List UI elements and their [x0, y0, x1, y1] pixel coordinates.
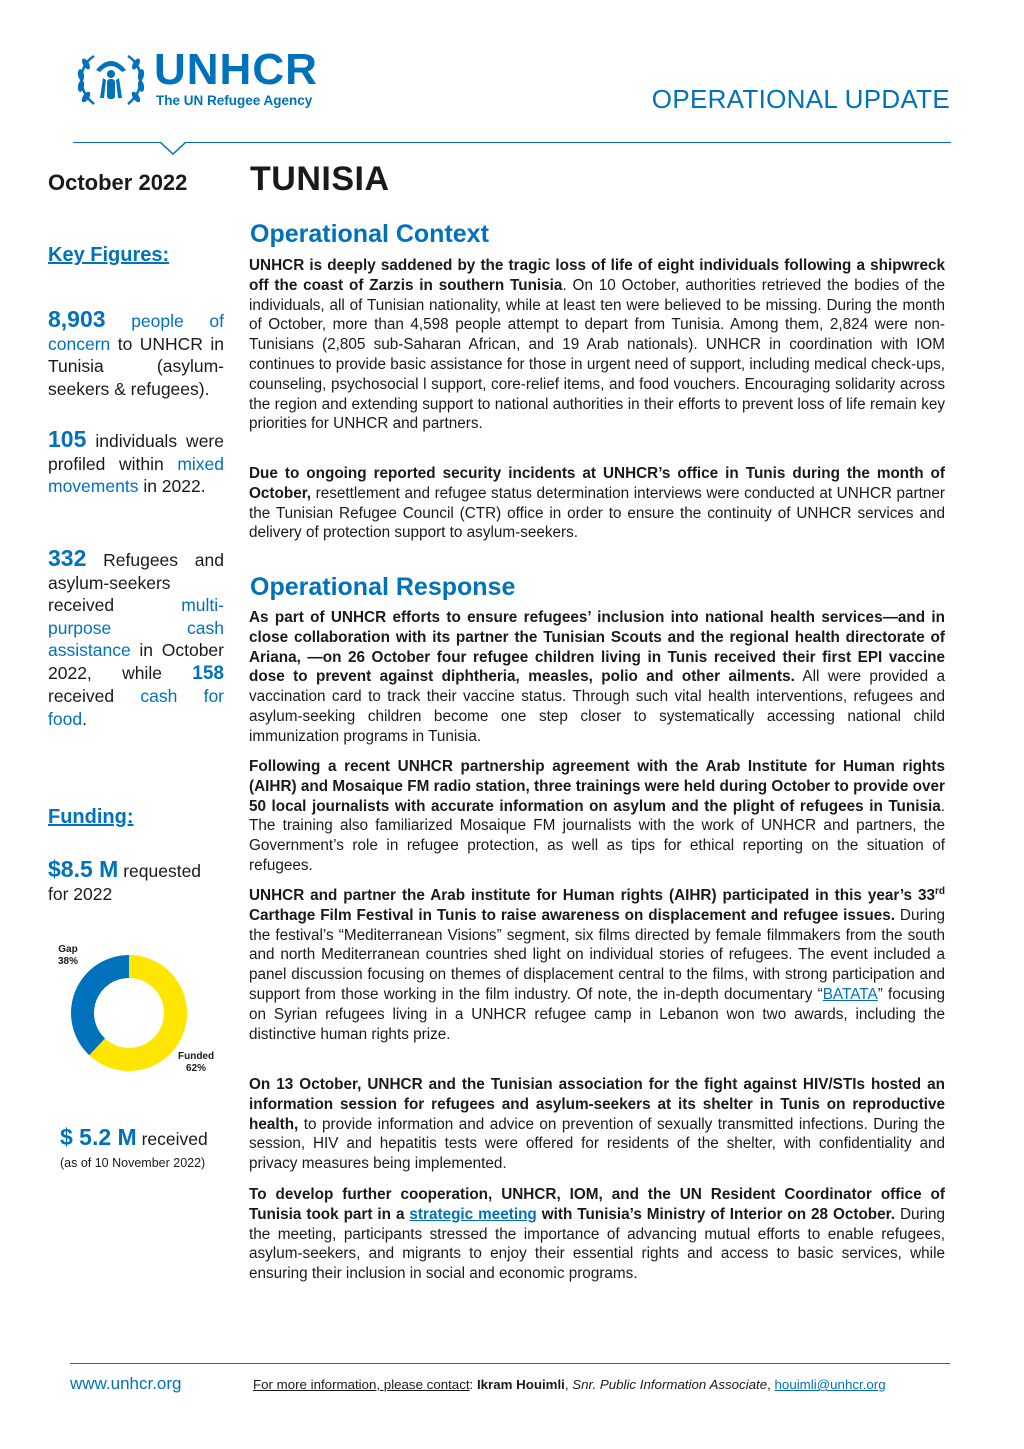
- response-p1-lead: As part of UNHCR efforts to ensure refugees’ inclusion into national health services—and in close collaboration with its partner the Tunisian Scouts and the regional health directorate of Ariana, —on 26 October four refugee children living in Tunis received their first EPI vaccine dose to prevent against diphtheria, measles, polio and other ailments.: [249, 609, 945, 686]
- kf2-label: mixed movements: [48, 453, 224, 496]
- context-paragraph-1: [249, 256, 945, 434]
- kf3-period: .: [82, 708, 87, 729]
- contact-title: Snr. Public Information Associate: [572, 1377, 768, 1392]
- response-p5-body: During the meeting, participants stressed the importance of advancing mutual efforts to enable refugees, asylum-seekers, and migrants to enjoy their essential rights and access to basic services, while ensuring their inclusion in social and economic programs.: [249, 1205, 946, 1283]
- response-p4-body: to provide information and advice on prevention of sexually transmitted infections. During the session, HIV and hepatitis tests were offered for residents of the shelter, with confidentiality and privacy measures being implemented.: [249, 1115, 945, 1173]
- context-p2-body: resettlement and refugee status determination interviews were conducted at UNHCR partner the Tunisian Refugee Council (CTR) office in order to ensure the continuity of UNHCR services and delivery of protection support to asylum-seekers.: [249, 484, 945, 542]
- unhcr-logo: [72, 45, 342, 110]
- key-figure-profiled: [48, 428, 224, 498]
- received-label: received: [141, 1129, 208, 1149]
- kf2-text: individuals were profiled within: [48, 431, 224, 474]
- funded-label-name: Funded: [178, 1051, 215, 1062]
- response-paragraph-5: [249, 1185, 945, 1284]
- contact-name: Ikram Houimli: [476, 1377, 565, 1392]
- kf1-label: people of concern: [48, 311, 224, 354]
- funding-received: [60, 1124, 208, 1151]
- footer-divider: [70, 1363, 950, 1364]
- response-paragraph-2: [249, 757, 945, 876]
- report-month: October 2022: [48, 170, 188, 195]
- key-figure-cash-assistance: [48, 547, 224, 730]
- gap-label-value: 38%: [58, 956, 79, 967]
- response-p4-lead: On 13 October, UNHCR and the Tunisian association for the fight against HIV/STIs hosted an information session for refugees and asylum-seekers at its shelter in Tunis on reproductive health,: [249, 1076, 945, 1133]
- funding-donut-chart: [60, 940, 230, 1080]
- response-paragraph-1: [249, 608, 945, 747]
- response-p3-body-b: ” focusing on Syrian refugees living in a UNHCR refugee camp in Lebanon won two awards, including the distinctive human rights prize.: [249, 985, 945, 1043]
- ordinal-suffix: rd: [935, 885, 945, 897]
- received-value: $ 5.2 M: [60, 1124, 137, 1150]
- section-heading-context: Operational Context: [250, 220, 489, 248]
- response-p3-body-a: During the festival’s “Mediterranean Visions” segment, six films directed by female filmmakers from the south and north Mediterranean countries shed light on individual stories of refugees. The event included a panel discussion focusing on themes of displacement central to the films, with strong participation and support from those working in the film industry. Of note, the in-depth documentary “: [249, 906, 945, 1003]
- divider-notch-icon: [160, 142, 186, 156]
- page-title: TUNISIA: [250, 160, 390, 198]
- response-p5-lead-a: To develop further cooperation, UNHCR, IOM, and the UN Resident Coordinator office of Tunisia took part in a: [249, 1186, 945, 1223]
- document-type: OPERATIONAL UPDATE: [651, 84, 950, 114]
- kf2-text-end: in 2022.: [143, 476, 206, 496]
- kf3-label: multi-purpose cash assistance: [48, 595, 224, 660]
- response-p3-lead-a: UNHCR and partner the Arab institute for Human rights (AIHR) participated in this year’s 33: [249, 887, 935, 904]
- org-name: UNHCR: [154, 45, 318, 94]
- website-link[interactable]: www.unhcr.org: [70, 1374, 182, 1393]
- context-p1-lead: UNHCR is deeply saddened by the tragic loss of life of eight individuals following a shipwreck off the coast of Zarzis in southern Tunisia: [249, 257, 945, 294]
- kf3-value-2: 158: [192, 662, 224, 684]
- context-p1-body: . On 10 October, authorities retrieved the bodies of the individuals, all of Tunisian nationality, while at least ten were believed to be missing. During the month of October, more than 4,598 people attempt to depart from Tunisia. Among them, 2,824 were non-Tunisians (2,805 sub-Saharan African, and 19 Arab nationals). UNHCR in coordination with IOM continues to provide basic assistance for those in urgent need of support, including medical check-ups, counseling, psychosocial l support, core-relief items, and food vouchers. Encouraging solidarity across the region and extending support to national authorities in their efforts to prevent loss of life remain key priorities for UNHCR and partners.: [249, 276, 945, 433]
- requested-label: requested for 2022: [48, 861, 202, 904]
- response-paragraph-4: [249, 1075, 945, 1174]
- kf3-text-3: received: [48, 686, 115, 706]
- kf3-text-2: in October 2022, while: [48, 640, 224, 683]
- funded-label: [178, 1051, 214, 1075]
- received-note: (as of 10 November 2022): [60, 1156, 206, 1170]
- contact-email-link[interactable]: houimli@unhcr.org: [774, 1377, 886, 1392]
- gap-label: [58, 944, 78, 968]
- donut-slice-gap: [71, 955, 129, 1055]
- requested-value: $8.5 M: [48, 856, 119, 882]
- response-p5-lead-b: with Tunisia’s Ministry of Interior on 28 October.: [536, 1205, 896, 1223]
- funded-label-value: 62%: [186, 1063, 207, 1074]
- key-figure-people-of-concern: [48, 308, 224, 400]
- response-p1-body: All were provided a vaccination card to track their vaccine status. Through such vital health interventions, refugees and asylum-seeking children become one step closer to systematically accessing national child immunization programs in Tunisia.: [249, 668, 945, 745]
- context-paragraph-2: [249, 464, 945, 543]
- key-figures-heading: Key Figures:: [48, 244, 170, 266]
- funding-heading: Funding:: [48, 806, 134, 828]
- gap-label-name: Gap: [58, 944, 78, 955]
- context-p2-lead: Due to ongoing reported security incidents at UNHCR’s office in Tunis during the month of October,: [249, 465, 945, 502]
- section-heading-response: Operational Response: [250, 573, 516, 601]
- kf3-value: 332: [48, 545, 87, 571]
- response-p2-body: . The training also familiarized Mosaique FM journalists with the work of UNHCR and partners, the Government’s role in refugee protection, as well as tips for ethical reporting on the situation of refugees.: [249, 797, 945, 874]
- laurel-emblem-icon: [72, 48, 150, 110]
- response-paragraph-3: [249, 886, 945, 1044]
- contact-line: For more information, please contact: Ikram Houimli, Snr. Public Information Associate, houimli@unhcr.org: [253, 1377, 886, 1392]
- org-tagline: The UN Refugee Agency: [156, 93, 313, 108]
- kf1-text: to UNHCR in Tunisia (asylum-seekers & refugees).: [48, 333, 224, 399]
- response-p3-lead-b: Carthage Film Festival in Tunis to raise awareness on displacement and refugee issues.: [249, 906, 896, 924]
- response-p2-lead: Following a recent UNHCR partnership agreement with the Arab Institute for Human rights (AIHR) and Mosaique FM radio station, three trainings were held during October to provide over 50 local journalists with accurate information on asylum and the plight of refugees in Tunisia: [249, 758, 945, 815]
- kf3-text: Refugees and asylum-seekers received: [48, 550, 224, 615]
- contact-label: For more information, please contact: [253, 1377, 470, 1392]
- strategic-meeting-link[interactable]: strategic meeting: [409, 1205, 537, 1223]
- kf3-label-2: cash for food: [48, 686, 224, 729]
- kf2-value: 105: [48, 426, 87, 452]
- header-divider: [73, 142, 951, 143]
- batata-link[interactable]: BATATA: [822, 985, 878, 1003]
- funding-requested: [48, 858, 224, 905]
- kf1-value: 8,903: [48, 306, 106, 332]
